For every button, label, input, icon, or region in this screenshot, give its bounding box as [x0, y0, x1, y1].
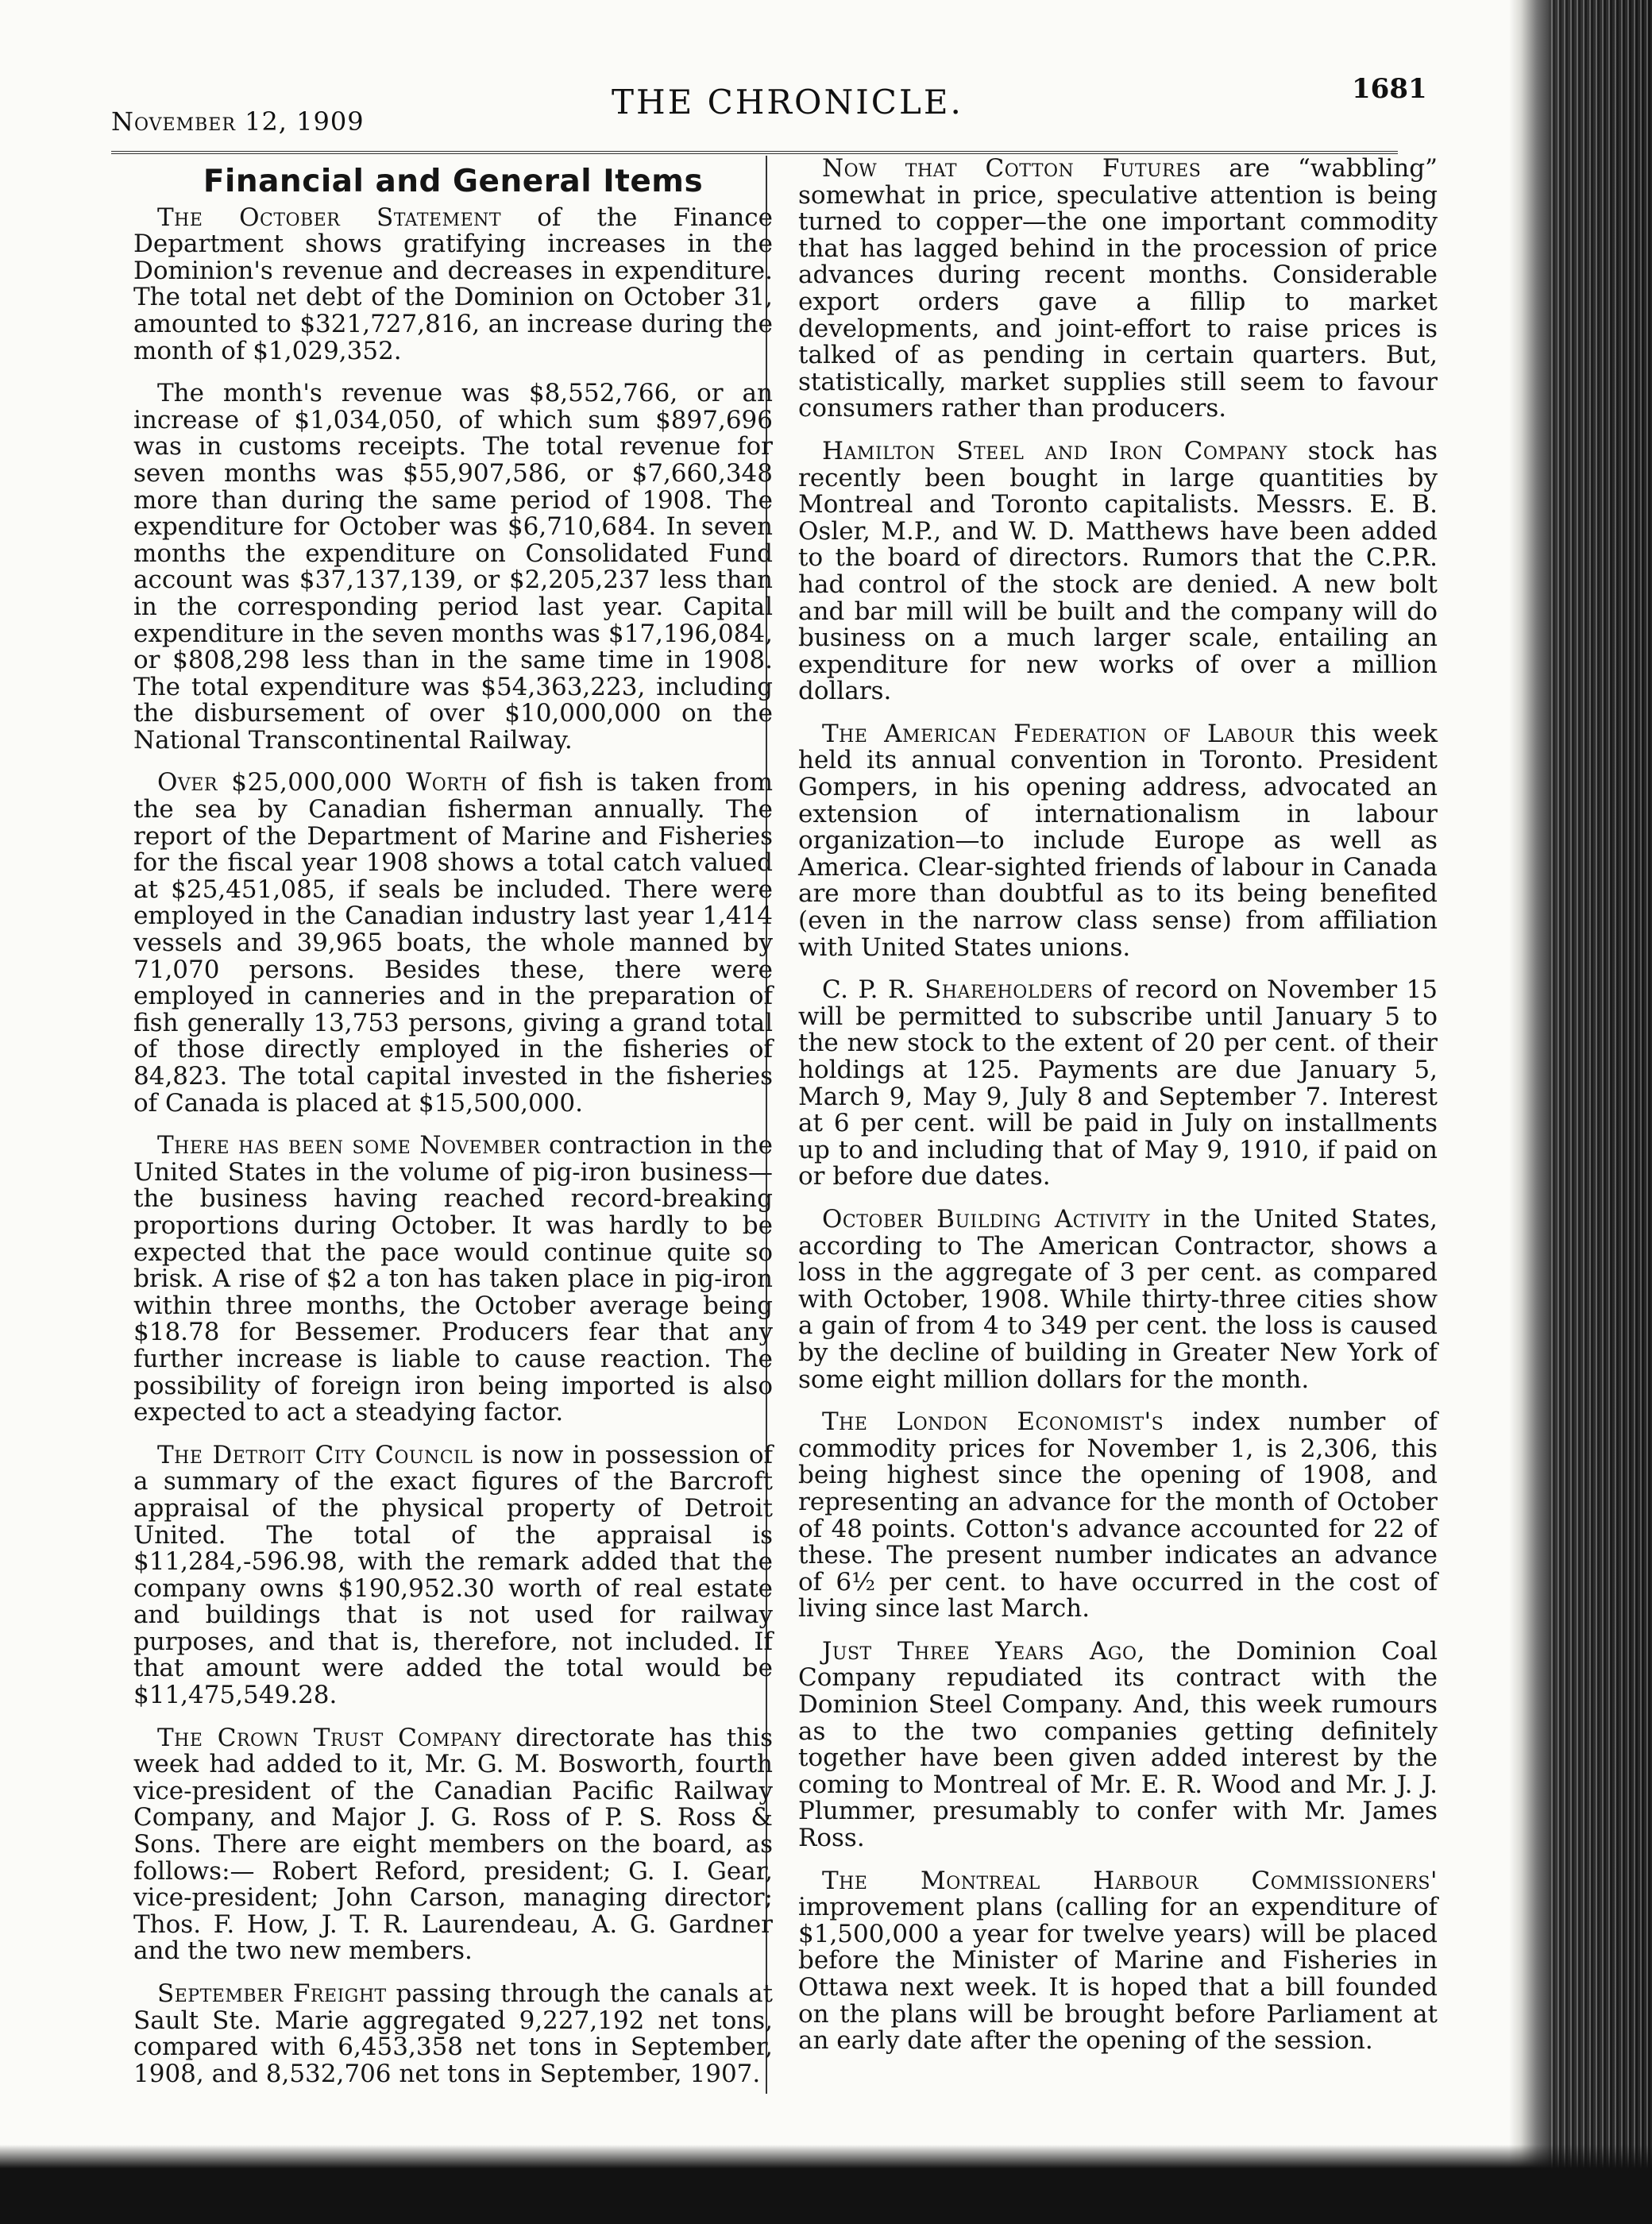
- article-lead: Now that Cotton Futures: [822, 154, 1202, 183]
- article-lead: Over $25,000,000 Worth: [157, 768, 488, 797]
- article-text: index number of commodity prices for November 1, is 2,306, this being highest since the opening of 1908, and representing an advance for the month of October of 48 points. Cotton's advance accounted for 22 of these. The present number indicates an advance of 6½ per cent. to have occurred in the cost of living since last March.: [798, 1407, 1438, 1624]
- article-lead: The October Statement: [157, 203, 502, 232]
- article-detroit-council: [133, 1442, 773, 1709]
- article-text: is now in possession of a summary of the exact figures of the Barcroft appraisal of the physical property of Detroit United. The total of the appraisal is $11,284,-596.98, with the remark added that the company owns $190,952.30 worth of real estate and buildings that is not used for railway purposes, and that is, therefore, not included. If that amount were added the total would be $11,475,549.28.: [133, 1440, 773, 1710]
- article-lead: Hamilton Steel and Iron Company: [822, 436, 1287, 465]
- article-lead: There has been some November: [157, 1131, 541, 1160]
- article-text: The month's revenue was $8,552,766, or an increase of $1,034,050, of which sum $897,696 was in customs receipts. The total revenue for seven months was $55,907,586, or $7,660,348 more than during the same period of 1908. The expenditure for October was $6,710,684. In seven months the expenditure on Consolidated Fund account was $37,137,139, or $2,205,237 less than in the corresponding period last year. Capital expenditure in the seven months was $17,196,084, or $808,298 less than in the same time in 1908. The total expenditure was $54,363,223, including the disbursement of over $10,000,000 on the National Transcontinental Railway.: [133, 379, 773, 755]
- article-building-activity: [798, 1204, 1438, 1394]
- article-fisheries: [133, 770, 773, 1117]
- page-number: 1681: [1352, 73, 1427, 105]
- article-text: improvement plans (calling for an expenditure of $1,500,000 a year for twelve years) will be placed before the Minister of Marine and Fisheries in Ottawa next week. It is hoped that a bill founded on the plans will be brought before Parliament at an early date after the opening of the session.: [798, 1893, 1438, 2056]
- article-cotton-futures: [798, 156, 1438, 423]
- bottom-shadow: [0, 2145, 1652, 2224]
- article-text: contraction in the United States in the volume of pig-iron business—the business having reached record-breaking proportions during October. It was hardly to be expected that the pace would continue quite so brisk. A rise of $2 a ton has taken place in pig-iron within three months, the October average being $18.78 for Bessemer. Producers fear that any further increase is liable to cause reaction. The possibility of foreign iron being imported is also expected to act a steadying factor.: [133, 1131, 773, 1427]
- article-text: of the Finance Department shows gratifying increases in the Dominion's revenue and decreases in expenditure. The total net debt of the Dominion on October 31, amounted to $321,727,816, an increase during the month of $1,029,352.: [133, 203, 774, 365]
- article-text: are “wabbling” somewhat in price, speculative attention is being turned to copper—the one important commodity that has lagged behind in the procession of price advances during recent months. Considerable export orders gave a fillip to market developments, and joint-effort to raise prices is talked of as pending in certain quarters. But, statistically, market supplies still seem to favour consumers rather than producers.: [798, 154, 1438, 423]
- article-lead: September Freight: [157, 1979, 387, 2008]
- article-lead: The American Federation of Labour: [822, 719, 1295, 748]
- article-text: in the United States, according to The American Contractor, shows a loss in the aggregate of 3 per cent. as compared with October, 1908. While thirty-three cities show a gain of from 4 to 349 per cent. the loss is caused by the decline of building in Greater New York of some eight million dollars for the month.: [798, 1204, 1438, 1394]
- article-text: of record on November 15 will be permitted to subscribe until January 5 to the new stock to the extent of 20 per cent. of their holdings at 125. Payments are due January 5, March 9, May 9, July 8 and September 7. Interest at 6 per cent. will be paid in July on installments up to and including that of May 9, 1910, if paid on or before due dates.: [798, 975, 1438, 1191]
- page-edges: [1549, 0, 1652, 2208]
- section-heading: Financial and General Items: [203, 164, 704, 199]
- article-lead: October Building Activity: [822, 1204, 1151, 1234]
- article-text: this week held its annual convention in Toronto. President Gompers, in his opening address, advocated an extension of internationalism in labour organization—to include Europe as well as America. Clear-sighted friends of labour in Canada are more than doubtful as to its being benefited (even in the narrow class sense) from affiliation with United States unions.: [798, 719, 1438, 962]
- article-harbour-commissioners: [798, 1868, 1438, 2055]
- publication-title: THE CHRONICLE.: [612, 83, 963, 122]
- article-lead: The Crown Trust Company: [157, 1723, 502, 1752]
- article-september-freight: [133, 1981, 773, 2087]
- article-crown-trust: [133, 1725, 773, 1965]
- article-text: of fish is taken from the sea by Canadian fisherman annually. The report of the Department of Marine and Fisheries for the fiscal year 1908 shows a total catch valued at $25,451,085, if seals be included. There were employed in the Canadian industry last year 1,414 vessels and 39,965 boats, the whole manned by 71,070 persons. Besides these, there were employed in canneries and in the preparation of fish generally 13,753 persons, giving a grand total of those directly employed in the fisheries of 84,823. The total capital invested in the fisheries of Canada is placed at $15,500,000.: [133, 768, 773, 1118]
- article-federation-of-labour: [798, 721, 1438, 961]
- article-pig-iron: [133, 1133, 773, 1427]
- article-lead: The Montreal Harbour Commissioners': [822, 1866, 1438, 1895]
- article-lead: C. P. R. Shareholders: [822, 975, 1094, 1005]
- article-hamilton-steel: [798, 438, 1438, 705]
- article-lead: The Detroit City Council: [157, 1440, 473, 1469]
- article-lead: The London Economist's: [822, 1407, 1164, 1437]
- article-cpr-shareholders: [798, 977, 1438, 1191]
- page-header: [111, 70, 1427, 141]
- issue-date: November 12, 1909: [111, 106, 365, 137]
- article-london-economist: [798, 1409, 1438, 1623]
- article-text: stock has recently been bought in large quantities by Montreal and Toronto capitalists. Messrs. E. B. Osler, M.P., and W. D. Matthews have been added to the board of directors. Rumors that the C.P.R. had control of the stock are denied. A new bolt and bar mill will be built and the company will do business on a much larger scale, entailing an expenditure for new works of over a million dollars.: [798, 436, 1438, 706]
- right-column: [798, 156, 1438, 2071]
- article-text: the Dominion Coal Company repudiated its contract with the Dominion Steel Company. And, this week rumours as to the two companies getting definitely together have been given added interest by the coming to Montreal of Mr. E. R. Wood and Mr. J. J. Plummer, presumably to confer with Mr. James Ross.: [798, 1636, 1438, 1853]
- article-dominion-coal: [798, 1636, 1438, 1853]
- article-lead: Just Three Years Ago,: [822, 1636, 1145, 1666]
- article-october-statement: [133, 205, 773, 365]
- article-text: passing through the canals at Sault Ste. Marie aggregated 9,227,192 net tons, compared with 6,453,358 net tons in September, 1908, and 8,532,706 net tons in September, 1907.: [133, 1979, 774, 2088]
- article-text: directorate has this week had added to it, Mr. G. M. Bosworth, fourth vice-president of the Canadian Pacific Railway Company, and Major J. G. Ross of P. S. Ross & Sons. There are eight members on the board, as follows:— Robert Reford, president; G. I. Gear, vice-president; John Carson, managing director; Thos. F. How, J. T. R. Laurendeau, A. G. Gardner and the two new members.: [133, 1723, 773, 1966]
- article-monthly-revenue: [133, 380, 773, 754]
- left-column: [133, 164, 774, 2103]
